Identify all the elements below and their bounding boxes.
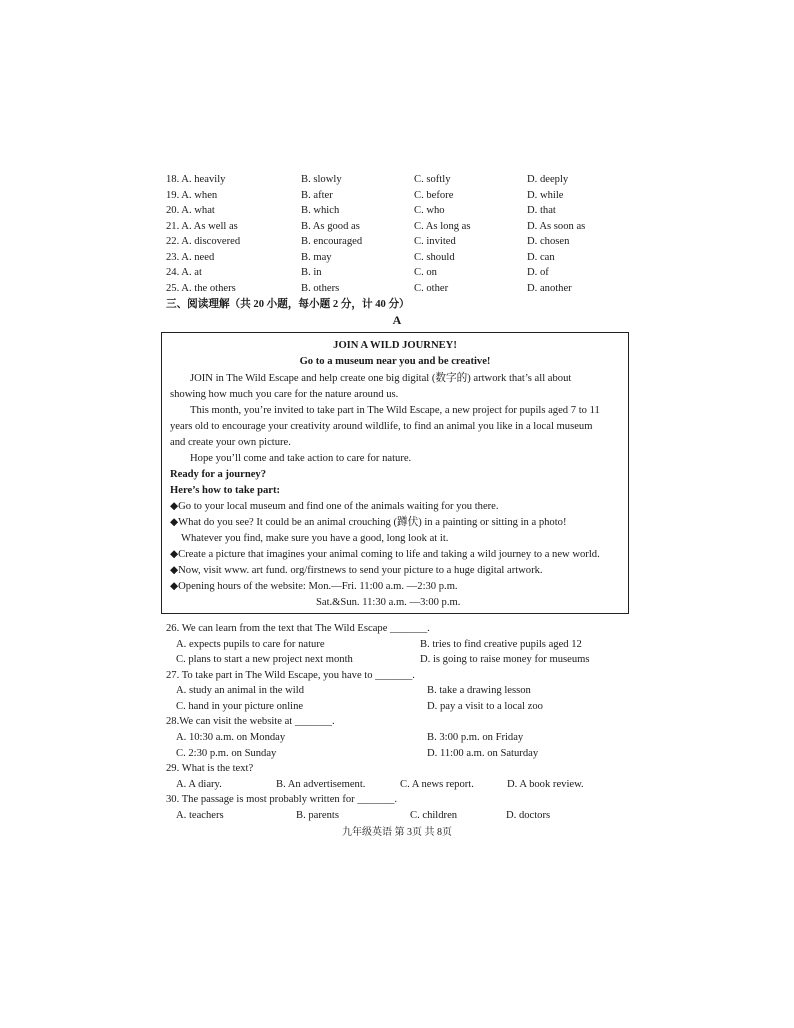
question-option: A. 10:30 a.m. on Monday xyxy=(176,732,286,743)
ad-paragraph-line: and create your own picture. xyxy=(170,437,291,448)
option-c: C. who xyxy=(414,205,445,216)
option-c: C. should xyxy=(414,252,455,263)
ad-bullet-line: ◆Create a picture that imagines your animal coming to life and taking a wild journey to a new world. xyxy=(170,549,600,560)
question-option: C. hand in your picture online xyxy=(176,701,304,712)
option-a: 24. A. at xyxy=(166,267,202,278)
option-a: 22. A. discovered xyxy=(166,236,241,247)
ad-bullet-line: ◆What do you see? It could be an animal crouching (蹲伏) in a painting or sitting in a photo! xyxy=(170,517,567,528)
question-option: D. A book review. xyxy=(507,779,584,790)
question-option: B. 3:00 p.m. on Friday xyxy=(427,732,524,743)
ad-paragraph-line: showing how much you care for the nature around us. xyxy=(170,389,399,400)
ad-bullet-line: ◆Now, visit www. art fund. org/firstnews to send your picture to a huge digital artwork. xyxy=(170,565,543,576)
option-c: C. As long as xyxy=(414,221,471,232)
option-d: D. while xyxy=(527,190,564,201)
option-c: C. before xyxy=(414,190,454,201)
option-c: C. on xyxy=(414,267,437,278)
question-option: B. tries to find creative pupils aged 12 xyxy=(420,639,582,650)
question-option: C. children xyxy=(410,810,458,821)
question-option: D. pay a visit to a local zoo xyxy=(427,701,543,712)
option-d: D. that xyxy=(527,205,556,216)
option-b: B. others xyxy=(301,283,340,294)
option-d: D. deeply xyxy=(527,174,569,185)
option-d: D. As soon as xyxy=(527,221,586,232)
question-option: B. parents xyxy=(296,810,339,821)
ad-heading-ready: Ready for a journey? xyxy=(170,469,267,480)
option-c: C. invited xyxy=(414,236,456,247)
option-c: C. other xyxy=(414,283,449,294)
option-a: 23. A. need xyxy=(166,252,215,263)
option-b: B. in xyxy=(301,267,322,278)
question-option: A. A diary. xyxy=(176,779,222,790)
question-option: A. teachers xyxy=(176,810,224,821)
ad-bullet-continuation: Whatever you find, make sure you have a good, long look at it. xyxy=(181,533,449,544)
ad-paragraph-line: Hope you’ll come and take action to care for nature. xyxy=(190,453,412,464)
option-a: 18. A. heavily xyxy=(166,174,226,185)
option-b: B. may xyxy=(301,252,332,263)
ad-paragraph-line: years old to encourage your creativity around wildlife, to find an animal you like in a local museum xyxy=(170,421,593,432)
ad-opening-hours-weekend: Sat.&Sun. 11:30 a.m. —3:00 p.m. xyxy=(316,597,461,608)
option-b: B. slowly xyxy=(301,174,342,185)
option-b: B. after xyxy=(301,190,333,201)
option-d: D. another xyxy=(527,283,572,294)
option-d: D. can xyxy=(527,252,555,263)
ad-title: JOIN A WILD JOURNEY! xyxy=(333,340,457,351)
question-option: D. is going to raise money for museums xyxy=(420,654,590,665)
option-b: B. which xyxy=(301,205,340,216)
question-option: C. plans to start a new project next month xyxy=(176,654,353,665)
question-stem: 26. We can learn from the text that The Wild Escape _______. xyxy=(166,623,430,634)
option-c: C. softly xyxy=(414,174,451,185)
option-b: B. encouraged xyxy=(301,236,363,247)
ad-subtitle: Go to a museum near you and be creative! xyxy=(299,356,491,367)
option-a: 19. A. when xyxy=(166,190,218,201)
question-option: C. 2:30 p.m. on Sunday xyxy=(176,748,277,759)
advertisement-box xyxy=(161,332,629,614)
option-a: 20. A. what xyxy=(166,205,215,216)
part-label: A xyxy=(392,313,402,327)
ad-heading-how: Here’s how to take part: xyxy=(170,485,281,496)
page-footer: 九年级英语 第 3页 共 8页 xyxy=(342,827,452,838)
question-option: A. study an animal in the wild xyxy=(176,685,304,696)
question-option: C. A news report. xyxy=(400,779,474,790)
question-option: D. doctors xyxy=(506,810,551,821)
ad-paragraph-line: This month, you’re invited to take part in The Wild Escape, a new project for pupils aged 7 to 11 xyxy=(190,405,600,416)
question-option: A. expects pupils to care for nature xyxy=(176,639,325,650)
ad-opening-hours: ◆Opening hours of the website: Mon.—Fri. 11:00 a.m. —2:30 p.m. xyxy=(170,581,458,592)
option-a: 21. A. As well as xyxy=(166,221,238,232)
option-d: D. of xyxy=(527,267,549,278)
option-d: D. chosen xyxy=(527,236,570,247)
question-stem: 27. To take part in The Wild Escape, you have to _______. xyxy=(166,670,415,681)
question-option: B. An advertisement. xyxy=(276,779,366,790)
option-a: 25. A. the others xyxy=(166,283,236,294)
question-option: B. take a drawing lesson xyxy=(427,685,531,696)
question-option: D. 11:00 a.m. on Saturday xyxy=(427,748,539,759)
option-b: B. As good as xyxy=(301,221,360,232)
ad-bullet-line: ◆Go to your local museum and find one of the animals waiting for you there. xyxy=(170,501,499,512)
question-stem: 30. The passage is most probably written for _______. xyxy=(166,794,398,805)
ad-paragraph-line: JOIN in The Wild Escape and help create one big digital (数字的) artwork that’s all about xyxy=(190,373,572,384)
section-heading: 三、阅读理解（共 20 小题，每小题 2 分，计 40 分） xyxy=(166,299,410,310)
question-stem: 28.We can visit the website at _______. xyxy=(166,716,335,727)
question-stem: 29. What is the text? xyxy=(166,763,254,774)
